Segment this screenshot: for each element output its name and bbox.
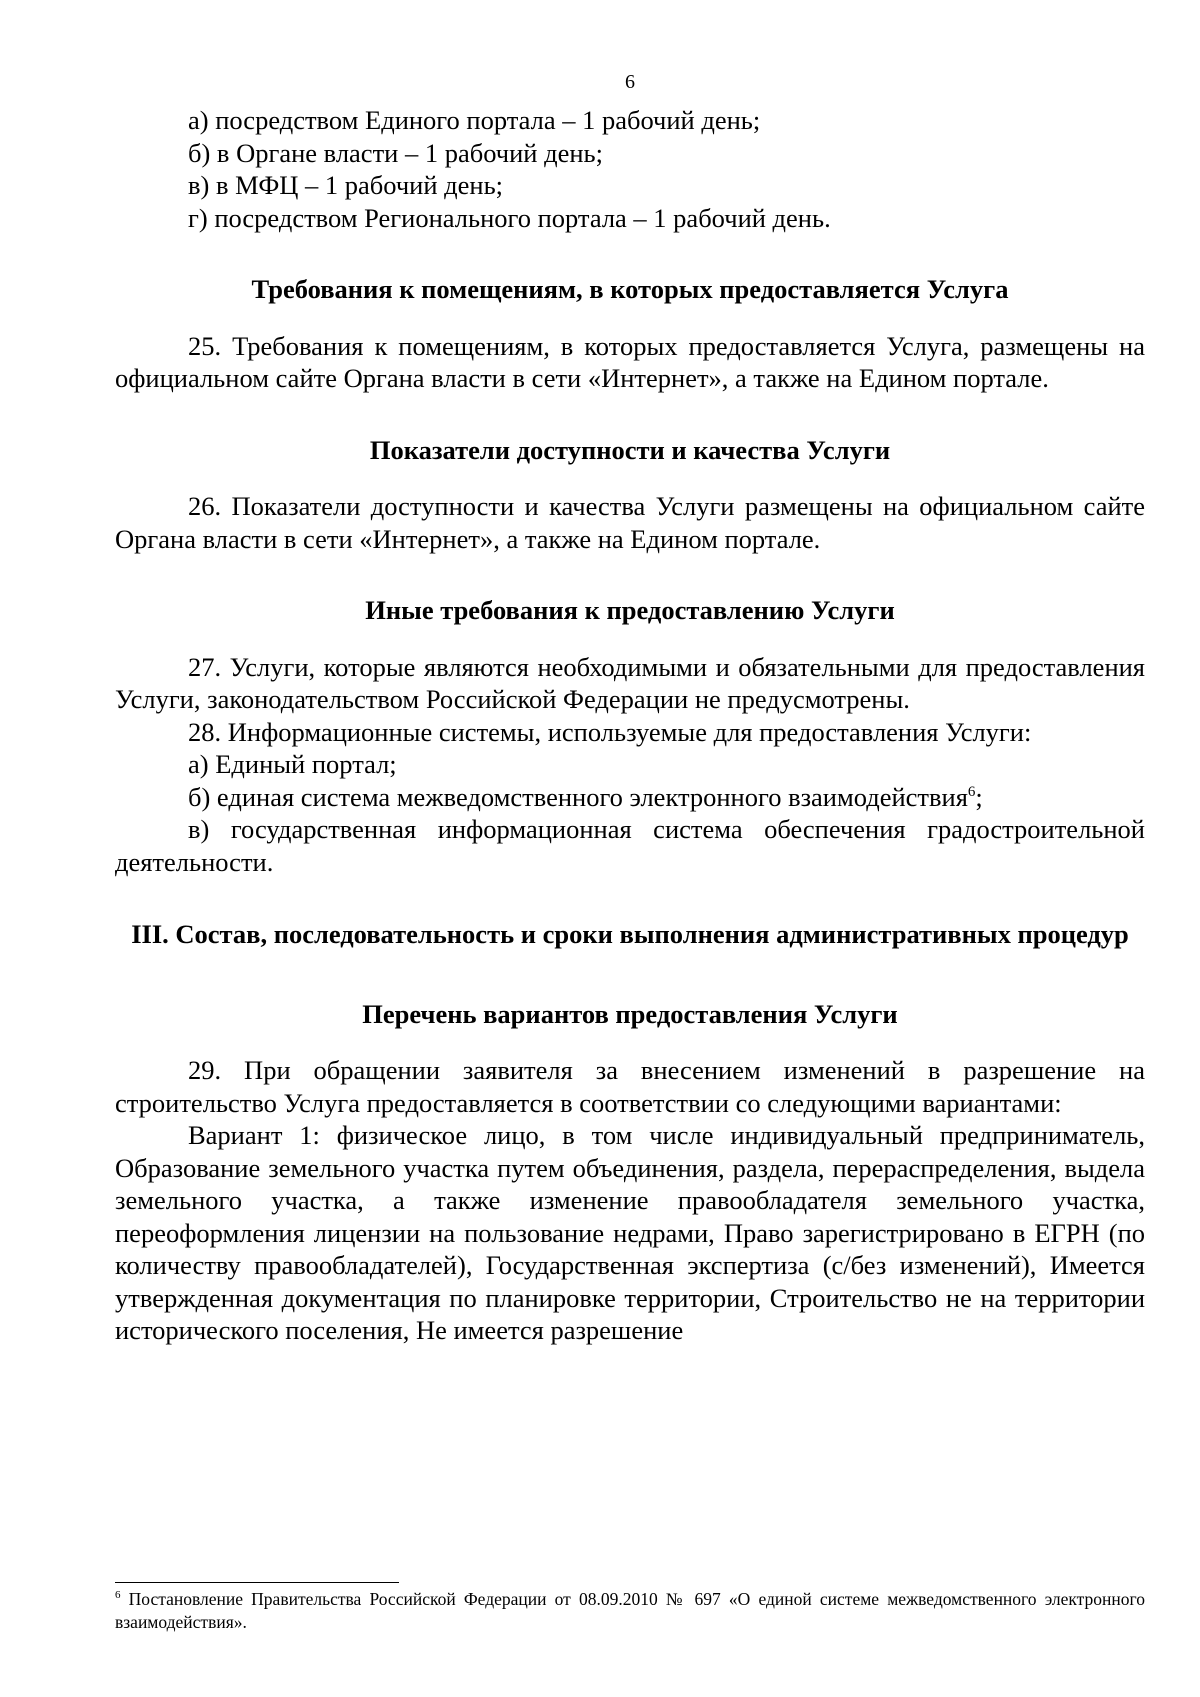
- system-item-a: а) Единый портал;: [188, 749, 397, 779]
- intro-item-c: в) в МФЦ – 1 рабочий день;: [188, 170, 504, 200]
- heading-indicators: Показатели доступности и качества Услуги: [369, 434, 891, 465]
- footnote-marker: 6: [115, 1589, 121, 1602]
- paragraph-29: 29. При обращении заявителя за внесением изменений в разрешение на строительство Услуга предоставляется в соответствии со следующими вариантами:: [115, 1055, 1145, 1118]
- paragraph-26: 26. Показатели доступности и качества Услуги размещены на официальном сайте Органа власти в сети «Интернет», а также на Едином портале.: [115, 491, 1145, 554]
- intro-item-d: г) посредством Регионального портала – 1 рабочий день.: [188, 202, 831, 233]
- system-item-c: в) государственная информационная система обеспечения градостроительной деятельности.: [115, 814, 1145, 877]
- paragraph-25: 25. Требования к помещениям, в которых предоставляется Услуга, размещены на официальном сайте Органа власти в сети «Интернет», а также на Едином портале.: [115, 330, 1145, 393]
- heading-other-requirements: Иные требования к предоставлению Услуги: [365, 595, 895, 625]
- page-number: 6: [625, 71, 635, 93]
- footnote: [115, 1588, 1145, 1634]
- heading-premises: Требования к помещениям, в которых предоставляется Услуга: [251, 274, 1009, 304]
- heading-variants: Перечень вариантов предоставления Услуги: [362, 998, 898, 1029]
- footnote-divider: [115, 1582, 399, 1583]
- heading-section-iii: III. Состав, последовательность и сроки выполнения административных процедур: [131, 919, 1129, 949]
- variant-1: Вариант 1: физическое лицо, в том числе индивидуальный предприниматель, Образование земельного участка путем объединения, раздела, перераспределения, выдела земельного участка, а также изменение правообладателя земельного участка, переоформления лицензии на пользование недрами, Право зарегистрировано в ЕГРН (по количеству правообладателей), Государственная экспертиза (с/без изменений), Имеется утвержденная документация по планировке территории, Строительство не на территории исторического поселения, Не имеется разрешение: [115, 1120, 1145, 1345]
- system-item-b: [115, 781, 1145, 814]
- document-page: [115, 62, 1145, 1347]
- footnote-reference: 6: [967, 783, 976, 800]
- intro-item-b: б) в Органе власти – 1 рабочий день;: [188, 137, 603, 168]
- paragraph-27: 27. Услуги, которые являются необходимыми и обязательными для предоставления Услуги, законодательством Российской Федерации не предусмотрены.: [115, 651, 1145, 714]
- paragraph-28: 28. Информационные системы, используемые для предоставления Услуги:: [188, 716, 1032, 747]
- system-item-b-text: б) единая система межведомственного электронного взаимодействия: [188, 781, 968, 812]
- intro-item-a: а) посредством Единого портала – 1 рабочий день;: [188, 105, 761, 135]
- system-item-b-end: ;: [975, 781, 983, 812]
- footnote-text: Постановление Правительства Российской Федерации от 08.09.2010 № 697 «О единой системе межведомственного электронного взаимодействия».: [115, 1589, 1145, 1632]
